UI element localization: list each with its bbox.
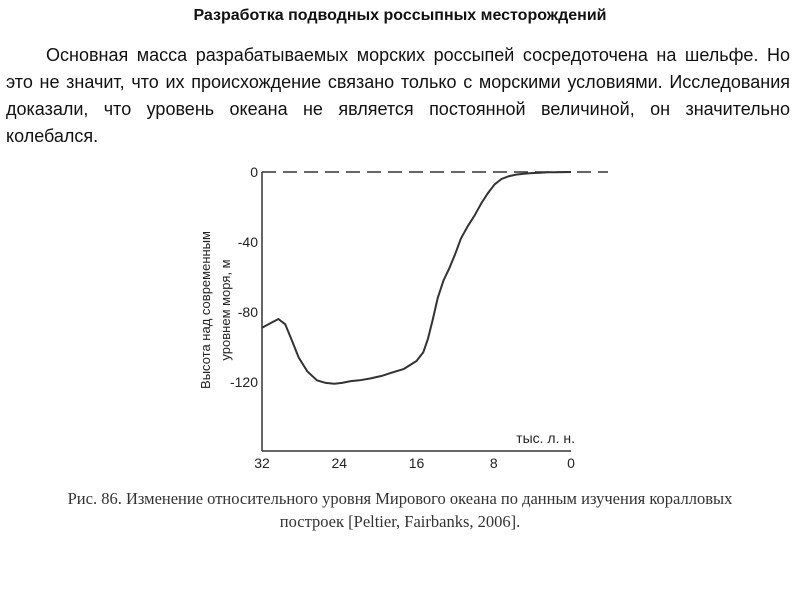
x-axis-unit-label: тыс. л. н.: [516, 430, 575, 446]
x-tick-label: 16: [408, 455, 425, 471]
x-tick-label: 32: [254, 455, 270, 471]
body-paragraph: Основная масса разрабатываемых морских россыпей сосредоточена на шельфе. Но это не значит, что их происхождение связано только с морскими условиями. Исследования доказали, что уровень океана не является постоянной величиной, он значительно колебался.: [6, 45, 790, 146]
sea-level-curve: [262, 172, 571, 384]
y-tick-labels: [230, 164, 258, 390]
y-tick-label: -120: [229, 374, 258, 390]
y-tick-label: -80: [237, 304, 258, 320]
figure-caption: Рис. 86. Изменение относительного уровня Мирового океана по данным изучения коралловых построек [Peltier, Fairbanks, 2006].: [67, 489, 733, 531]
slide-title: Разработка подводных россыпных месторождений: [193, 7, 607, 24]
x-tick-labels: [254, 455, 575, 471]
y-tick-label: 0: [250, 164, 258, 180]
x-tick-label: 24: [331, 455, 348, 471]
y-axis-label-line2: уровнем моря, м: [218, 259, 233, 361]
x-tick-label: 8: [489, 455, 498, 471]
y-tick-label: -40: [237, 234, 258, 250]
y-axis-label-line1: Высота над современным: [198, 231, 213, 389]
y-axis-label: [198, 231, 233, 389]
x-tick-label: 0: [567, 455, 575, 471]
